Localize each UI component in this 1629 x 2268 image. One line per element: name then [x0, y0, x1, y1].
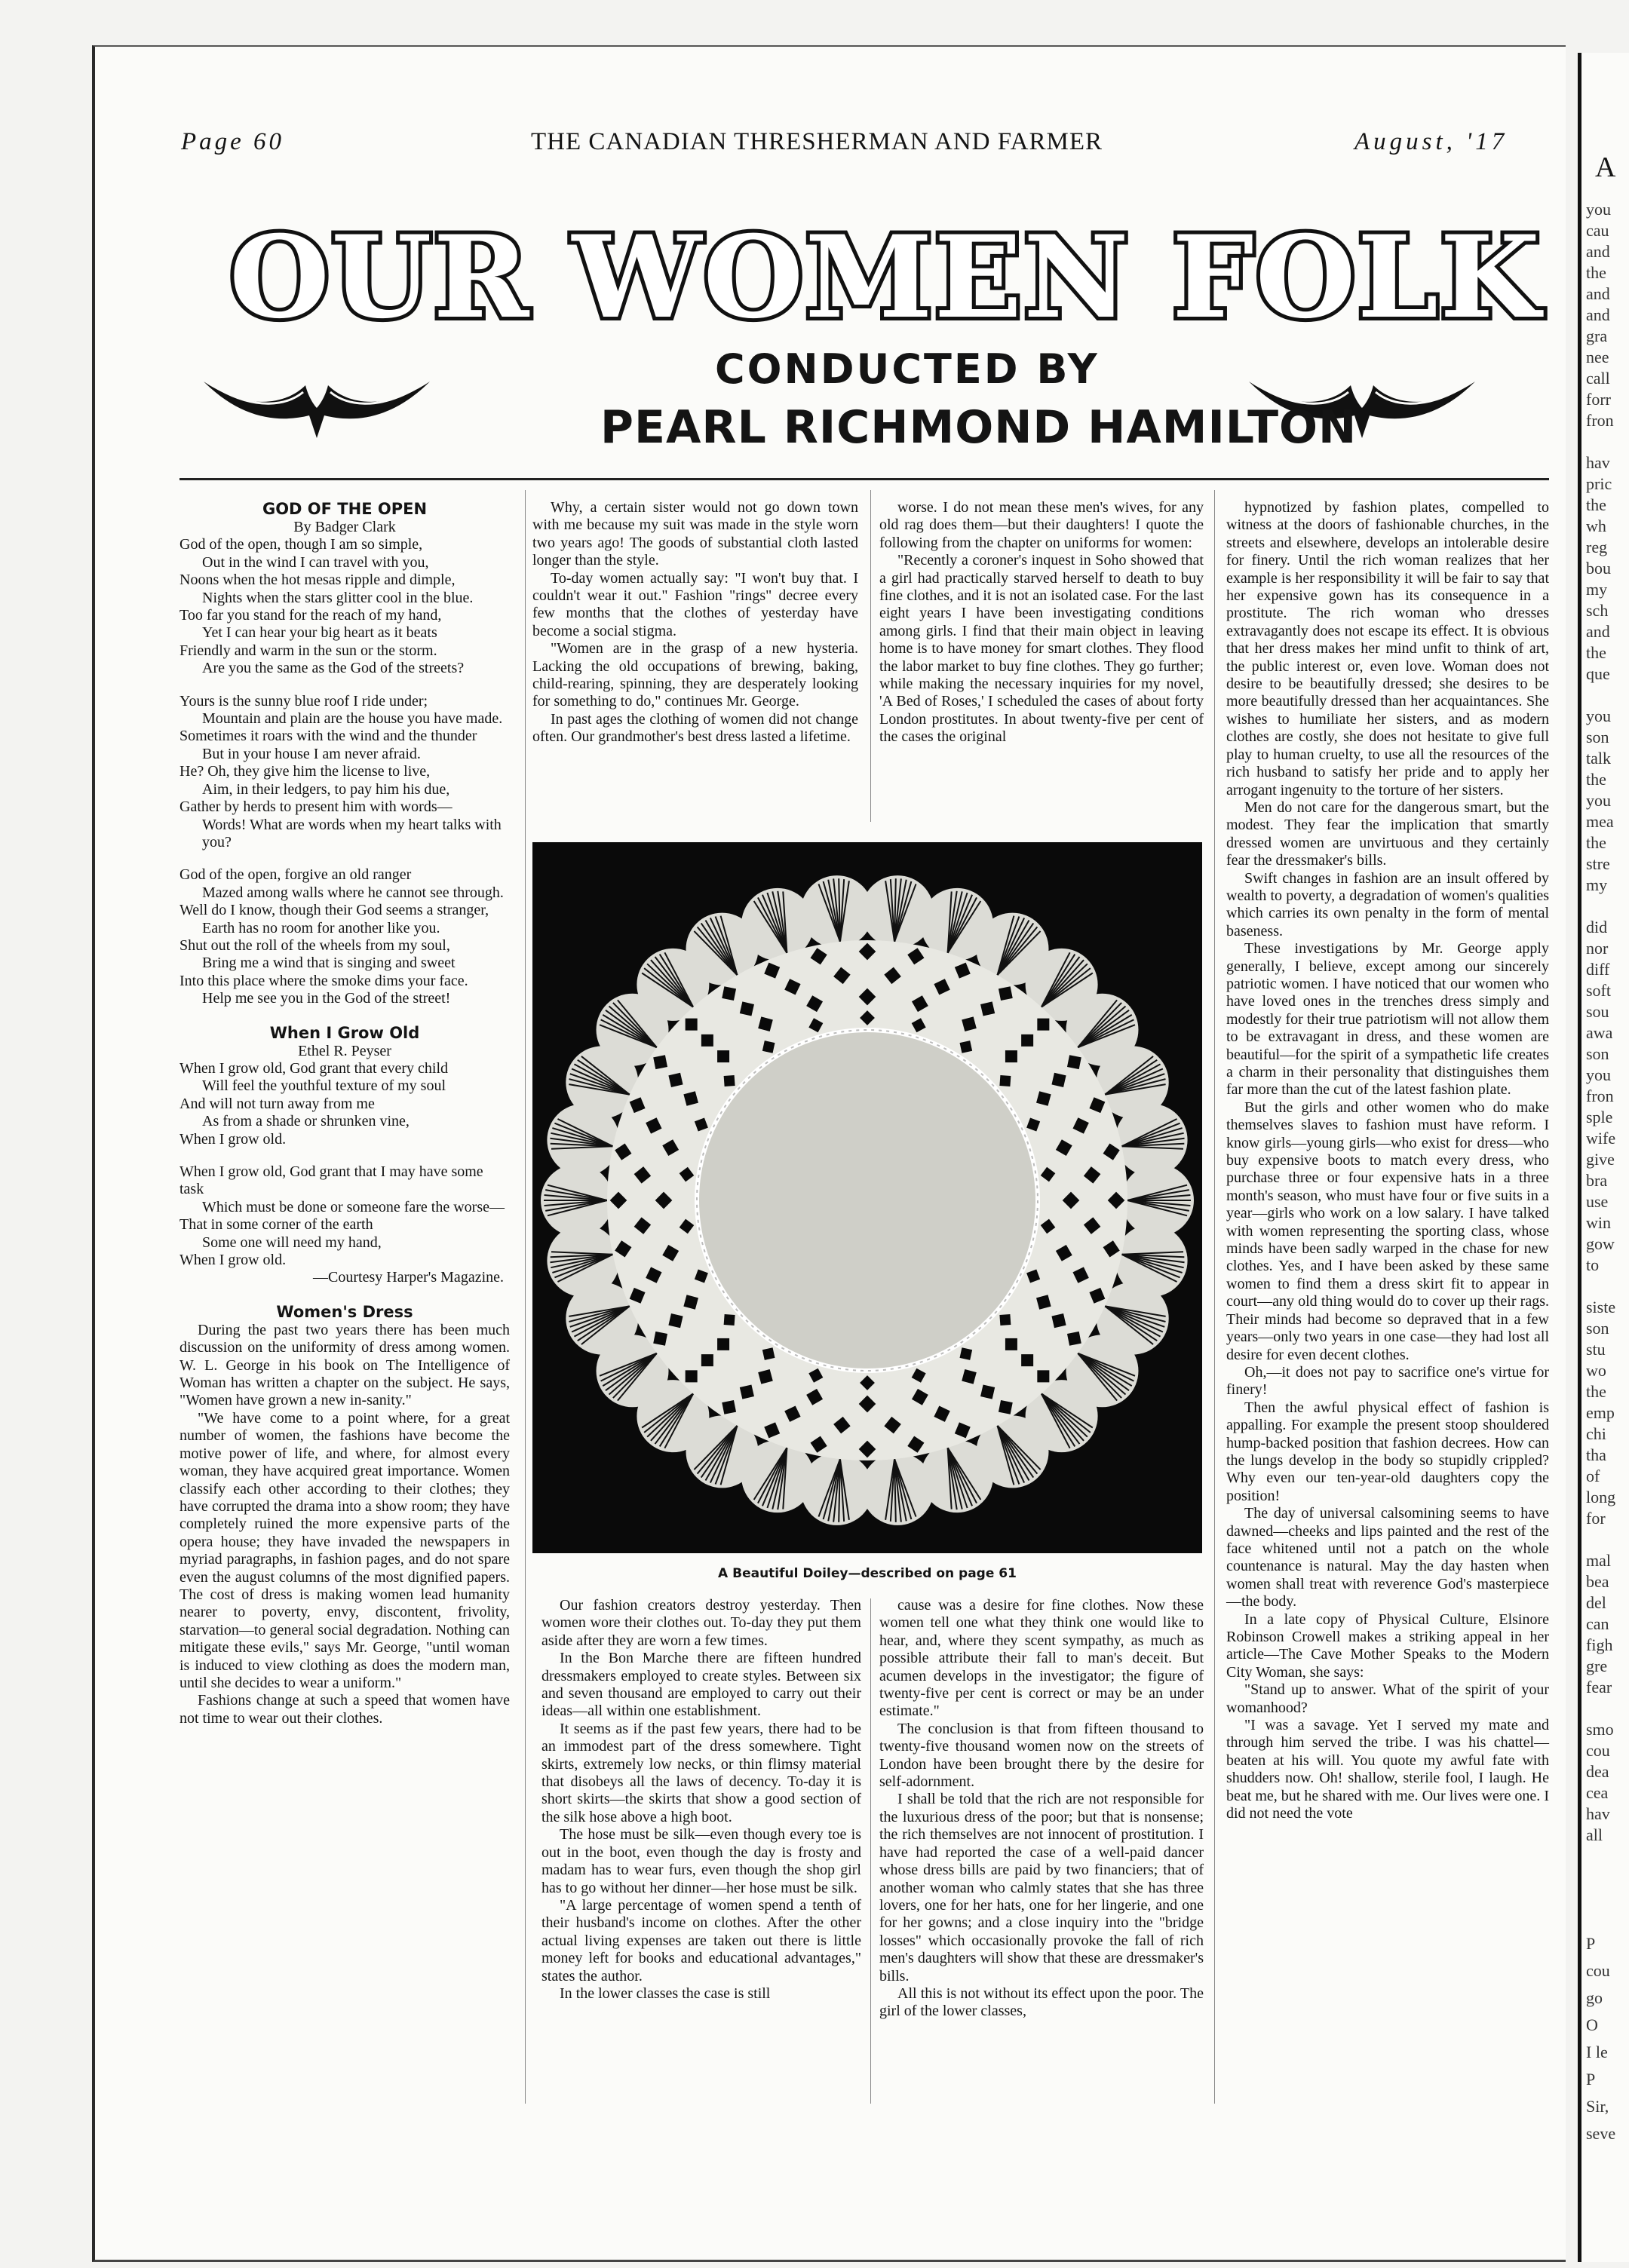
- poem-line: Out in the wind I can travel with you,: [202, 553, 429, 571]
- doily-mesh-cell: [701, 1354, 713, 1366]
- poem-stanza: [179, 536, 510, 677]
- poem-line: Some one will need my hand,: [202, 1234, 382, 1251]
- poem1-title: GOD OF THE OPEN: [262, 500, 428, 518]
- doily-mesh-cell: [653, 1055, 667, 1069]
- doily-mesh-cell: [653, 1332, 667, 1346]
- poem-line: And will not turn away from me: [179, 1095, 375, 1112]
- edge-fragment: call: [1586, 369, 1610, 388]
- edge-fragment: and: [1586, 284, 1610, 303]
- poem-line: Nights when the stars glitter cool in the blue.: [202, 589, 474, 606]
- paragraph: Men do not care for the dangerous smart, but the modest. They fear the implication that smartly dressed women are unvirtuous and they certainly fear the dressmaker's bills.: [1226, 798, 1549, 869]
- edge-fragment: son: [1586, 1044, 1609, 1063]
- edge-fragment: go: [1586, 1988, 1603, 2007]
- edge-fragment: and: [1586, 242, 1610, 261]
- edge-fragment: forr: [1586, 390, 1611, 409]
- poem-line: Friendly and warm in the sun or the storm.: [179, 642, 437, 659]
- edge-fragment: cea: [1586, 1783, 1609, 1802]
- poem-line: God of the open, though I am so simple,: [179, 536, 423, 553]
- poem2-credit: —Courtesy Harper's Magazine.: [313, 1269, 504, 1286]
- paragraph: Fashions change at such a speed that women have not time to wear out their clothes.: [179, 1692, 510, 1727]
- edge-fragment: the: [1586, 1382, 1606, 1401]
- edge-fragment: I le: [1586, 2043, 1608, 2061]
- editor-name: PEARL RICHMOND HAMILTON: [600, 401, 1358, 454]
- paragraph: "Women are in the grasp of a new hysteria. Lacking the old occupations of brewing, baking, child-rearing, spinning, they are desperately looking for something to do," continues Mr. George.: [532, 640, 858, 710]
- paragraph: Oh,—it does not pay to sacrifice one's virtue for finery!: [1226, 1363, 1549, 1399]
- poem-line: Gather by herds to present him with words—: [179, 798, 452, 816]
- paragraph: In past ages the clothing of women did not change often. Our grandmother's best dress lasted a lifetime.: [532, 710, 858, 746]
- doily-photo: [532, 842, 1202, 1553]
- paragraph: To-day women actually say: "I won't buy that. I couldn't wear it out." Fashion "rings" decree every few months that the clothes of yesterday have become a social stigma.: [532, 569, 858, 639]
- edge-fragment: all: [1586, 1825, 1603, 1844]
- doily-mesh-cell: [686, 1019, 698, 1031]
- column-1: [179, 499, 510, 1727]
- poem-line: Noons when the hot mesas ripple and dimple,: [179, 572, 456, 589]
- next-page-edge: [1578, 53, 1629, 2262]
- poem2-byline: Ethel R. Peyser: [298, 1042, 391, 1059]
- edge-fragment: hav: [1586, 1804, 1610, 1823]
- edge-fragment: cau: [1586, 221, 1609, 240]
- edge-fragment: [1581, 896, 1629, 917]
- doily-mesh-cell: [762, 1041, 775, 1053]
- paragraph: In the Bon Marche there are fifteen hundred dressmakers employed to create styles. Between six and seven thousand are employed to carry out their ideas—all within one establishment.: [541, 1650, 861, 1720]
- edge-fragment: and: [1586, 305, 1610, 324]
- edge-fragment: the: [1586, 263, 1606, 282]
- column-divider: [870, 490, 871, 822]
- edge-fragment: did: [1586, 918, 1608, 936]
- doily-mesh-cell: [1037, 1370, 1049, 1382]
- edge-fragment: cou: [1586, 1741, 1610, 1760]
- edge-fragment: mea: [1586, 812, 1614, 831]
- edge-fragment: [1581, 685, 1629, 706]
- edge-fragment: you: [1586, 1065, 1611, 1084]
- paragraph: Then the awful physical effect of fashion is appalling. For example the present stoop shouldered hump-backed position that fashion decrees. How can the lungs develop in the body so stupidly crippled? Why even our ten-year-old daughters copy the position!: [1226, 1399, 1549, 1504]
- doily-mesh-cell: [999, 986, 1013, 1001]
- next-page-bottom-fragments: [1581, 1930, 1615, 2147]
- doily-mesh-cell: [999, 1400, 1013, 1414]
- edge-fragment: sch: [1586, 601, 1609, 620]
- poem-line: That in some corner of the earth: [179, 1216, 373, 1234]
- edge-fragment: son: [1586, 728, 1609, 746]
- doily-mesh-cell: [724, 1075, 735, 1086]
- edge-fragment: awa: [1586, 1023, 1613, 1042]
- poem-line: But in your house I am never afraid.: [202, 745, 421, 762]
- poem-line: Well do I know, though their God seems a stranger,: [179, 902, 489, 919]
- edge-fragment: give: [1586, 1150, 1615, 1169]
- edge-fragment: que: [1586, 664, 1610, 683]
- poem-line: Help me see you in the God of the street!: [202, 990, 451, 1007]
- column-divider: [1214, 490, 1215, 2104]
- edge-fragment: gow: [1586, 1234, 1615, 1253]
- article-title: Women's Dress: [276, 1302, 413, 1321]
- doily-mesh-cell: [1021, 1354, 1033, 1366]
- doily-image: [532, 842, 1202, 1553]
- poem-stanza: [179, 1163, 510, 1269]
- article-col4: [1226, 499, 1549, 1822]
- edge-fragment: of: [1586, 1467, 1600, 1485]
- poem2-body: [179, 1060, 510, 1269]
- doily-mesh-cell: [1005, 1338, 1017, 1350]
- poem-line: Shut out the roll of the wheels from my soul,: [179, 936, 450, 954]
- poem-line: Are you the same as the God of the streets?: [202, 660, 465, 677]
- paragraph: Our fashion creators destroy yesterday. Then women wore their clothes out. To-day they put them aside after they are worn a few times.: [541, 1597, 861, 1649]
- doily-mesh-cell: [1005, 1050, 1017, 1062]
- poem1-body: [179, 536, 510, 1007]
- edge-fragment: siste: [1586, 1298, 1616, 1316]
- edge-fragment: and: [1586, 622, 1610, 641]
- edge-fragment: diff: [1586, 960, 1610, 979]
- poem-line: Aim, in their ledgers, to pay him his due,: [202, 780, 450, 798]
- edge-fragment: bea: [1586, 1572, 1609, 1591]
- doily-mesh-cell: [717, 1050, 729, 1062]
- edge-fragment: fron: [1586, 411, 1614, 430]
- edge-fragment: O: [1586, 2015, 1598, 2034]
- doily-mesh-cell: [1067, 1055, 1081, 1069]
- doily-mesh-cell: [717, 1338, 729, 1350]
- edge-fragment: sple: [1586, 1108, 1613, 1126]
- article-col1: [179, 1322, 510, 1727]
- doily-mesh-cell: [1067, 1332, 1081, 1346]
- poem-line: Earth has no room for another like you.: [202, 919, 440, 936]
- conducted-by: CONDUCTED BY: [715, 345, 1100, 393]
- poem-line: When I grow old, God grant that every child: [179, 1059, 449, 1077]
- paragraph: In a late copy of Physical Culture, Elsinore Robinson Crowell makes a striking appeal in her article—The Cave Mother Speaks to the Modern City Woman, she says:: [1226, 1611, 1549, 1681]
- edge-fragment: soft: [1586, 981, 1611, 1000]
- edge-fragment: seve: [1586, 2124, 1616, 2143]
- poem-line: Mountain and plain are the house you have made.: [202, 710, 503, 728]
- paragraph: The conclusion is that from fifteen thousand to twenty-five thousand women now on the streets of London have been brought there by the desire for self-adornment.: [879, 1720, 1204, 1791]
- paragraph: Why, a certain sister would not go down town with me because my suit was made in the style worn two years ago! The goods of substantial cloth lasted longer than the style.: [532, 499, 858, 569]
- doily-mesh-cell: [686, 1370, 698, 1382]
- photo-caption: A Beautiful Doiley—described on page 61: [718, 1566, 1017, 1581]
- edge-fragment: for: [1586, 1509, 1606, 1528]
- poem-line: Into this place where the smoke dims your face.: [179, 972, 468, 989]
- doily-mesh-cell: [960, 1041, 973, 1053]
- article-col2-bottom: [541, 1597, 861, 2003]
- edge-fragment: fron: [1586, 1086, 1614, 1105]
- edge-fragment: sou: [1586, 1002, 1609, 1021]
- edge-fragment: P: [1586, 2070, 1596, 2089]
- edge-fragment: the: [1586, 495, 1606, 514]
- doily-mesh-cell: [1021, 1034, 1033, 1047]
- poem-line: Yet I can hear your big heart as it beats: [202, 624, 437, 642]
- edge-fragment: wh: [1586, 516, 1606, 535]
- edge-fragment: son: [1586, 1319, 1609, 1338]
- paragraph: worse. I do not mean these men's wives, for any old rag does them—but their daughters! I quote the following from the chapter on uniforms for women:: [879, 499, 1204, 551]
- edge-fragment: nor: [1586, 939, 1609, 958]
- edge-fragment: chi: [1586, 1424, 1606, 1443]
- poem-line: When I grow old, God grant that I may have some task: [179, 1163, 483, 1198]
- poem-stanza: [179, 693, 510, 852]
- paragraph: "I was a savage. Yet I served my mate and through him served the tribe. I was his chattel—beaten at his will. You quote my awful fate with shudders now. Oh! shallow, sterile fool, I laugh. He beat me, but he shared with me. Our lives were one. I did not need the vote: [1226, 1717, 1549, 1822]
- poem-line: Which must be done or someone fare the worse—: [202, 1198, 505, 1215]
- edge-fragment: the: [1586, 643, 1606, 662]
- poem-line: Will feel the youthful texture of my soul: [202, 1077, 446, 1095]
- paragraph: All this is not without its effect upon the poor. The girl of the lower classes,: [879, 1985, 1204, 2020]
- next-page-fragments: [1581, 184, 1629, 1846]
- edge-fragment: use: [1586, 1192, 1609, 1211]
- edge-fragment: the: [1586, 770, 1606, 789]
- poem-line: Mazed among walls where he cannot see through.: [202, 884, 504, 901]
- edge-fragment: bou: [1586, 559, 1611, 578]
- edge-fragment: pric: [1586, 474, 1612, 493]
- edge-fragment: talk: [1586, 749, 1611, 768]
- edge-fragment: gre: [1586, 1657, 1608, 1675]
- paragraph: hypnotized by fashion plates, compelled to witness at the doors of fashionable churches, in the streets and elsewhere, develops an intolerable desire for finery. Until the rich woman realizes that her example is her responsibility it will be fair to say that her expensive gown has its consequence in a prostitute. The rich woman who dresses extravagantly does not escape its effect. It is obvious that her dress makes her mind unfit to think of art, the public interest or, even love. Woman does not desire to be beautifully dressed; she desires to be more beautifully dressed than her acquaintances. She wishes to humiliate her sisters, and as modern clothes are costly, she does not hesitate to give full play to human cruelty, to use all the resources of the rich husband to satisfy her pride and to apply her arrogant ingenuity to the torture of her sisters.: [1226, 499, 1549, 798]
- edge-fragment: [1581, 1698, 1629, 1719]
- poem-line: As from a shade or shrunken vine,: [202, 1113, 410, 1130]
- paragraph: I shall be told that the rich are not responsible for the luxurious dress of the poor; but that is nonsense; the rich themselves are not innocent of prostitution. I have had reported the case of a well-paid dancer whose dress bills are paid by two financiers; that of another woman who calmly states that she has three lovers, one for her hats, one for her lingerie, and one for her gowns; and a close inquiry into the "bridge losses" which occasionally provoke the fall of rich men's daughters will show that these are dressmaker's bills.: [879, 1791, 1204, 1985]
- edge-fragment: [1581, 1276, 1629, 1297]
- edge-fragment: to: [1586, 1255, 1600, 1274]
- doily-mesh-cell: [722, 986, 736, 1001]
- paragraph: But the girls and other women who do make themselves slaves to fashion must have reform. I know girls—young girls—who exist for dress—who buy expensive boots to match every dress, who purchase three or four expensive hats in a three month's season, who must have four or five suits in a year—girls who work on a low salary. I have talked with women representing the sporting class, whose minds have been sadly warped in the chase for new clothes. Yes, and I have been asked by these same women to find them a dress skirt fit to appear in court—any old thing would do to cover up their rags. Their minds had become so depraved that in a few years—only two years in one case—they had lost all desire for even decent clothes.: [1226, 1099, 1549, 1363]
- poem1-byline: By Badger Clark: [293, 519, 396, 535]
- doily-mesh-cell: [722, 1400, 736, 1414]
- edge-fragment: stre: [1586, 854, 1610, 873]
- edge-fragment: long: [1586, 1488, 1616, 1506]
- poem-line: When I grow old.: [179, 1130, 287, 1148]
- masthead-title-text: OUR WOMEN FOLK: [229, 211, 1544, 344]
- poem-line: Words! What are words when my heart talks with you?: [202, 816, 502, 851]
- edge-fragment: smo: [1586, 1720, 1614, 1739]
- paragraph: "Recently a coroner's inquest in Soho showed that a girl had practically starved herself to death to buy fine clothes, and it is not an isolated case. For the last eight years I have been investigating conditions among girls. I find that their main object in leaving home is to have money for smart clothes. They flood the labor market to buy fine clothes. They go further; while making the necessary inquiries for my novel, 'A Bed of Roses,' I scheduled the cases of about forty London prostitutes. In about twenty-five per cent of the cases the original: [879, 552, 1204, 746]
- poem-stanza: [179, 866, 510, 1007]
- doily-mesh-cell: [1037, 1019, 1049, 1031]
- left-wing-ornament: [204, 366, 430, 442]
- next-page-letter: A: [1595, 152, 1619, 183]
- edge-fragment: nee: [1586, 348, 1609, 366]
- edge-fragment: Sir,: [1586, 2097, 1609, 2116]
- edge-fragment: figh: [1586, 1635, 1613, 1654]
- paragraph: "Stand up to answer. What of the spirit of your womanhood?: [1226, 1681, 1549, 1716]
- edge-fragment: win: [1586, 1213, 1611, 1232]
- header-rule: [179, 478, 1549, 480]
- edge-fragment: my: [1586, 875, 1608, 894]
- edge-fragment: fear: [1586, 1678, 1612, 1696]
- article-col3-bottom: [879, 1597, 1204, 2021]
- edge-fragment: dea: [1586, 1762, 1609, 1781]
- edge-fragment: emp: [1586, 1403, 1615, 1422]
- paragraph: Swift changes in fashion are an insult offered by wealth to poverty, a degradation of women's qualities which carries its own penalty in the form of mental baseness.: [1226, 869, 1549, 939]
- paragraph: In the lower classes the case is still: [560, 1985, 771, 2002]
- paragraph: The day of universal calsomining seems to have dawned—cheeks and lips painted and the rest of the face whitened until not a patch on the whole countenance is natural. May the day hasten when women shall treat with reverence God's masterpiece—the body.: [1226, 1505, 1549, 1611]
- paragraph: cause was a desire for fine clothes. Now these women tell one what they think one would like to hear, and, where they scent sympathy, as much as possible attribute their fall to man's deceit. But acumen develops in the investigator; the figure of twenty-five per cent is correct or may be an under estimate.": [879, 1597, 1204, 1720]
- edge-fragment: the: [1586, 833, 1606, 852]
- edge-fragment: del: [1586, 1593, 1606, 1612]
- poem-stanza: [179, 1060, 510, 1148]
- edge-fragment: hav: [1586, 453, 1610, 472]
- poem-line: God of the open, forgive an old ranger: [179, 866, 412, 884]
- edge-fragment: bra: [1586, 1171, 1608, 1190]
- doily-mesh-cell: [999, 1075, 1011, 1086]
- poem-line: Bring me a wind that is singing and sweet: [202, 955, 456, 972]
- column-divider: [870, 1598, 871, 2104]
- publication-title: THE CANADIAN THRESHERMAN AND FARMER: [531, 128, 1103, 155]
- masthead-title: [226, 181, 1554, 347]
- edge-fragment: mal: [1586, 1551, 1611, 1570]
- edge-fragment: you: [1586, 791, 1611, 810]
- doily-linen-center: [697, 1030, 1038, 1371]
- paragraph: "A large percentage of women spend a tenth of their husband's income on clothes. After the other actual living expenses are taken out there is little money left for books and educational advantages," states the author.: [541, 1896, 861, 1985]
- doily-mesh-cell: [724, 1314, 735, 1326]
- edge-fragment: reg: [1586, 538, 1608, 556]
- article-col2-top: [532, 499, 858, 746]
- paragraph: "We have come to a point where, for a great number of women, the fashions have become the motive power of life, and where, for almost every woman, they have acquired great importance. Women classify each other according to their clothes; they have corrupted the drama into a show room; they have completely ruined the more expensive parts of the opera house; they have invaded the newspapers in myriad paragraphs, in fashion pages, and do not spare even the august columns of the most dignified papers. The cost of dress is making women lead humanity nearer to poverty, envy, discontent, frivolity, starvation—to general social degradation. Nothing can mitigate these evils," says Mr. George, "until woman is induced to view clothing as does the modern man, until she decides to wear a uniform.": [179, 1409, 510, 1691]
- edge-fragment: [1581, 431, 1629, 452]
- edge-fragment: can: [1586, 1614, 1609, 1633]
- edge-fragment: you: [1586, 200, 1611, 219]
- poem-line: Yours is the sunny blue roof I ride under;: [179, 692, 428, 710]
- issue-date: August, '17: [1354, 128, 1508, 155]
- edge-fragment: P: [1586, 1934, 1596, 1953]
- poem-line: He? Oh, they give him the license to live,: [179, 763, 431, 780]
- edge-fragment: [1581, 1529, 1629, 1550]
- poem-line: Too far you stand for the reach of my hand,: [179, 607, 442, 624]
- page-number: Page 60: [181, 128, 285, 155]
- doily-mesh-cell: [701, 1034, 713, 1047]
- paragraph: It seems as if the past few years, there had to be an immodest part of the dress somewhere. Tight skirts, extremely low necks, or thin flimsy material that disobeys all the laws of decency. To-day it is short skirts—the skirts that show a good section of the silk hose above a high boot.: [541, 1720, 861, 1825]
- doily-mesh-cell: [999, 1314, 1011, 1326]
- poem-line: When I grow old.: [179, 1252, 287, 1269]
- paragraph: During the past two years there has been much discussion on the uniformity of dress among women. W. L. George in his book on The Intelligence of Woman has written a chapter on the subject. He says, "Women have grown a new in-sanity.": [179, 1321, 510, 1409]
- doily-mesh-cell: [762, 1347, 775, 1360]
- edge-fragment: cou: [1586, 1961, 1610, 1980]
- doily-mesh-cell: [960, 1347, 973, 1360]
- edge-fragment: wife: [1586, 1129, 1616, 1148]
- edge-fragment: you: [1586, 706, 1611, 725]
- paragraph: The hose must be silk—even though every toe is out in the boot, even though the day is frosty and madam has to wear furs, even though the shop girl has to go without her dinner—her hose must be silk.: [541, 1826, 861, 1896]
- poem-line: Sometimes it roars with the wind and the thunder: [179, 728, 477, 745]
- edge-fragment: my: [1586, 580, 1608, 599]
- paragraph: These investigations by Mr. George apply generally, I believe, except among our sincerely patriotic women. I have noticed that our women who have loved ones in the trenches dress simply and modestly for their true patriotism will not allow them to be extravagant in dress, and these women are beautiful—for the spirit of a sympathetic life creates a charm in their personality that distinguishes them far more than the cut of the latest fashion plate.: [1226, 940, 1549, 1099]
- article-col3-top: [879, 499, 1204, 746]
- edge-fragment: wo: [1586, 1361, 1606, 1380]
- column-divider: [525, 490, 526, 2104]
- edge-fragment: tha: [1586, 1445, 1606, 1464]
- edge-fragment: stu: [1586, 1340, 1606, 1359]
- poem2-title: When I Grow Old: [269, 1023, 420, 1042]
- edge-fragment: gra: [1586, 326, 1608, 345]
